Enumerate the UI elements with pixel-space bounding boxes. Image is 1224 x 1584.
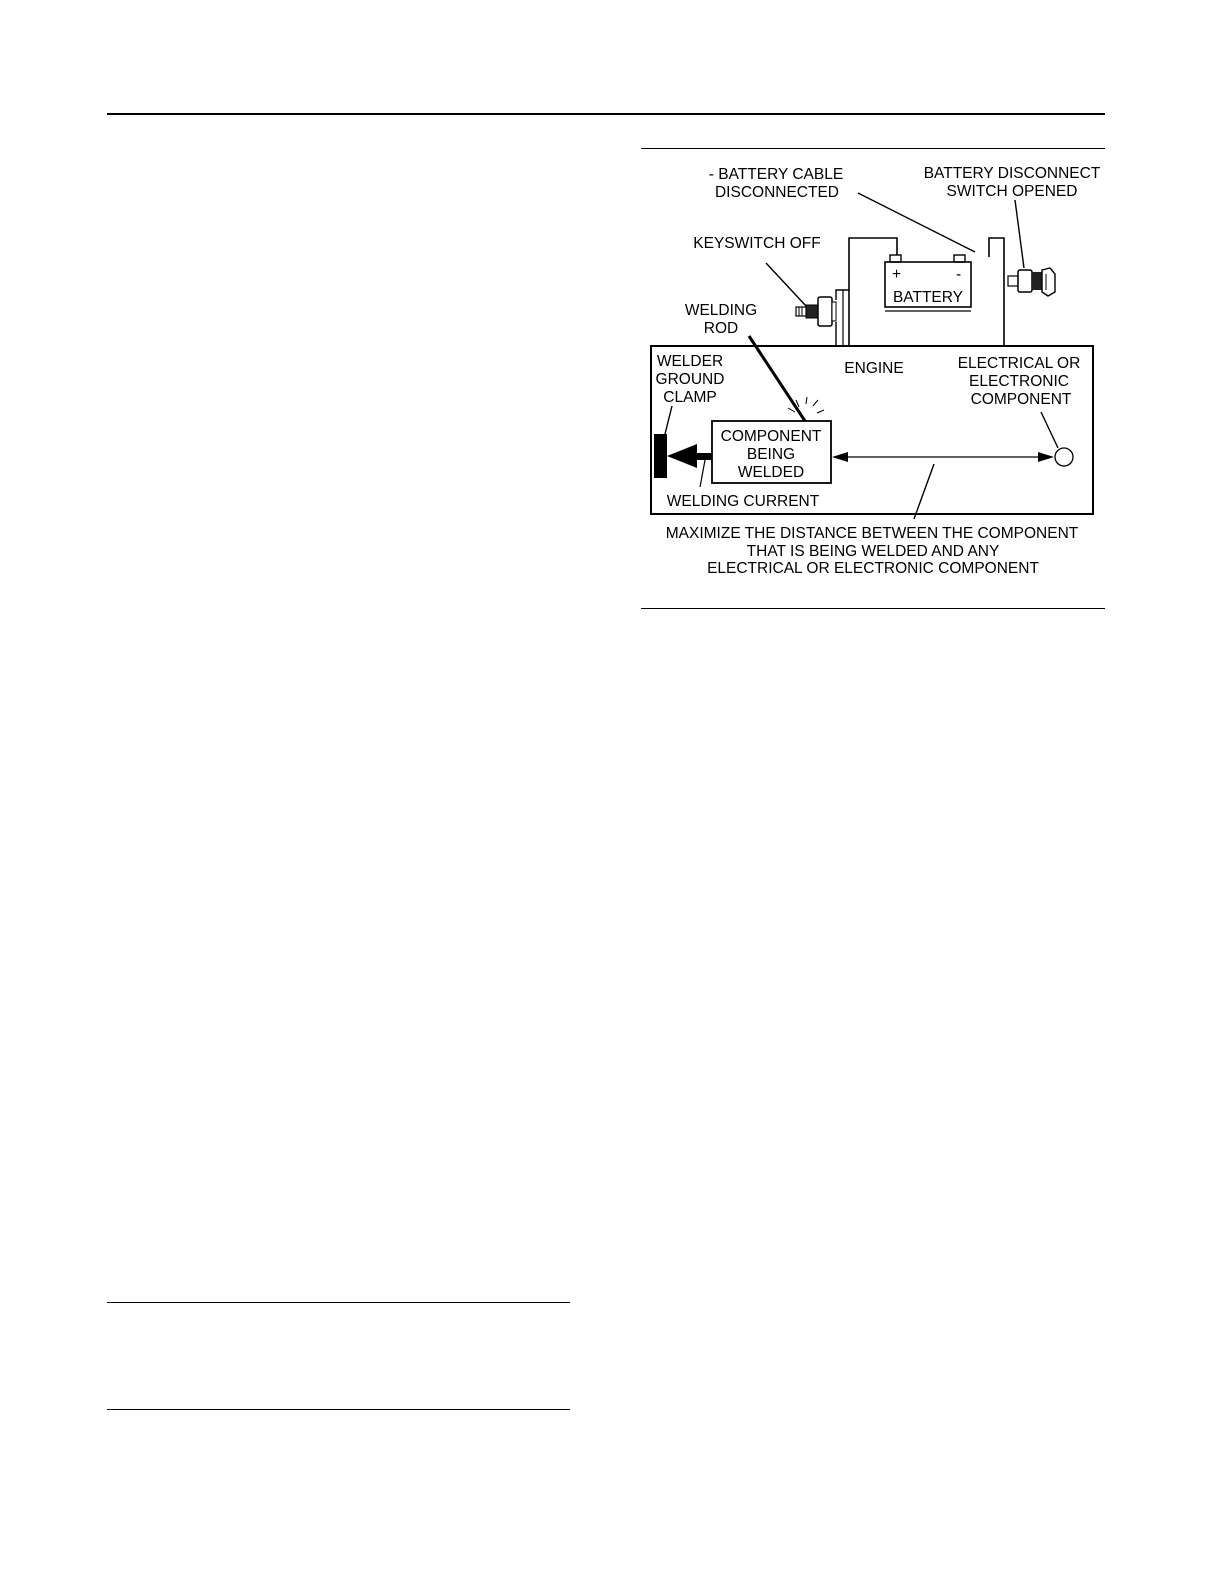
caption-line-1: MAXIMIZE THE DISTANCE BETWEEN THE COMPONENT (665, 525, 1079, 542)
clamp-label-2: GROUND (655, 371, 725, 388)
welding-rod-label-1: WELDING (684, 302, 758, 319)
clamp-label-1: WELDER (656, 353, 724, 370)
battery-label: BATTERY (892, 289, 964, 306)
welding-rod-label-2: ROD (703, 320, 739, 337)
electrical-component-icon (1055, 448, 1073, 466)
battery-cable-leader (858, 193, 975, 252)
keyswitch-leader (766, 263, 806, 306)
battery-plus-label: + (892, 266, 902, 283)
disconnect-switch-icon (1008, 268, 1055, 296)
caption-line-2: THAT IS BEING WELDED AND ANY (746, 543, 1000, 560)
battery (885, 255, 971, 311)
component-label-2: BEING (746, 446, 796, 463)
component-label-3: WELDED (737, 464, 805, 481)
caption-leader (914, 464, 934, 519)
positive-cable (849, 238, 897, 346)
welding-rod (749, 336, 805, 421)
battery-minus-label: - (956, 266, 962, 283)
distance-arrow (832, 452, 1054, 462)
negative-cable (989, 238, 1004, 346)
battery-cable-label-1: - BATTERY CABLE (708, 166, 844, 183)
component-label-1: COMPONENT (720, 428, 822, 445)
welding-current-label: WELDING CURRENT (666, 493, 820, 510)
elec-label-1: ELECTRICAL OR (957, 355, 1081, 372)
clamp-label-3: CLAMP (663, 389, 717, 406)
elec-leader (1041, 412, 1058, 448)
caption-line-3: ELECTRICAL OR ELECTRONIC COMPONENT (707, 560, 1039, 577)
disconnect-label-2: SWITCH OPENED (946, 183, 1078, 200)
disconnect-label-1: BATTERY DISCONNECT (923, 165, 1101, 182)
battery-cable-label-2: DISCONNECTED (714, 184, 840, 201)
disconnect-leader (1015, 200, 1024, 268)
clamp-leader (665, 406, 672, 434)
welding-current-arrow (667, 444, 697, 468)
keyswitch-label: KEYSWITCH OFF (693, 235, 821, 252)
engine-label: ENGINE (844, 360, 904, 377)
elec-label-2: ELECTRONIC (969, 373, 1069, 390)
elec-label-3: COMPONENT (970, 391, 1072, 408)
welder-ground-clamp-icon (654, 434, 667, 478)
